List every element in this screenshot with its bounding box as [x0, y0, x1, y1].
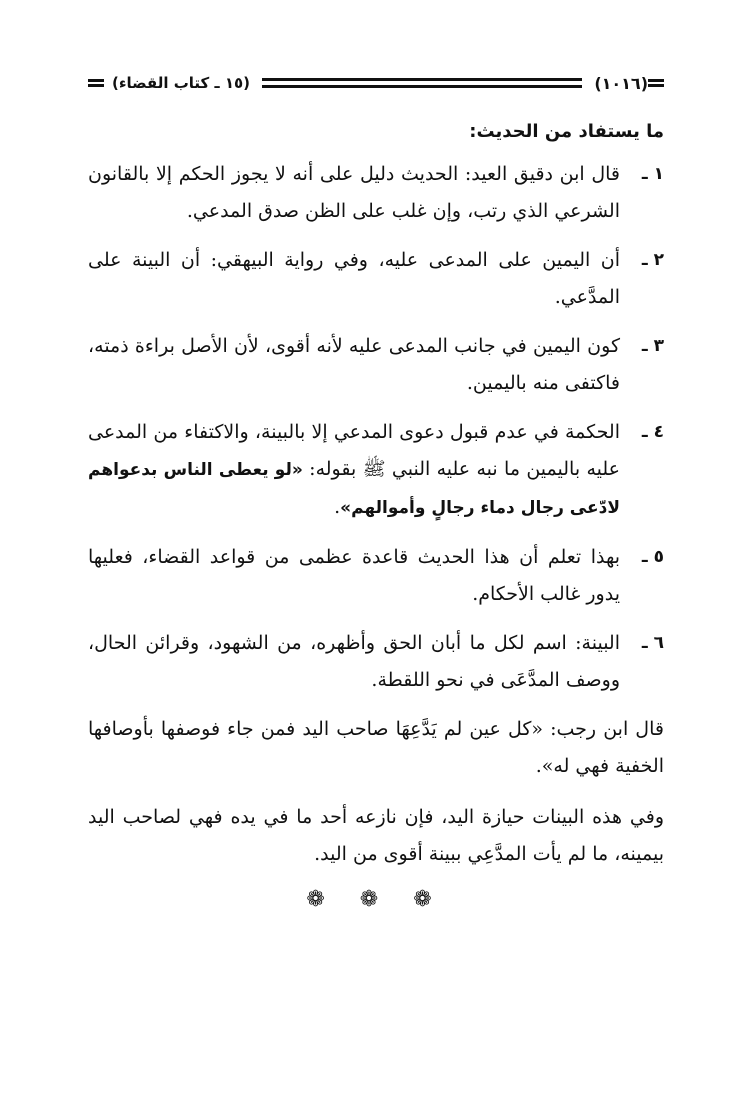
section-title: ما يستفاد من الحديث:: [469, 121, 664, 142]
list-item: [88, 156, 664, 230]
list-item: [88, 625, 664, 699]
item-number: ٤ ـ: [641, 422, 664, 442]
ornament-divider: ❁ ❁ ❁: [306, 887, 446, 912]
hadith-quote: «لو يعطى الناس بدعواهم لادّعى رجال دماء رجالٍ وأموالهم»: [88, 460, 620, 518]
item-text: بهذا تعلم أن هذا الحديث قاعدة عظمى من قواعد القضاء، فعليها يدور غالب الأحكام.: [88, 546, 620, 605]
page-number: (١٠١٦): [594, 73, 648, 93]
item-tail: .: [334, 496, 341, 518]
item-number: ٦ ـ: [641, 633, 664, 653]
paragraph: قال ابن رجب: «كل عين لم يَدَّعِهَا صاحب اليد فمن جاء فوصفها بأوصافها الخفية فهي له».: [88, 718, 664, 777]
header-mark-right: [648, 79, 664, 87]
item-number: ٢ ـ: [641, 250, 664, 270]
book-title: (١٥ ـ كتاب القضاء): [112, 74, 251, 92]
item-number: ١ ـ: [641, 164, 664, 184]
header-mark-left: [88, 79, 104, 87]
running-header: [88, 66, 664, 100]
item-text: كون اليمين في جانب المدعى عليه لأنه أقوى، لأن الأصل براءة ذمته، فاكتفى منه باليمين.: [88, 335, 620, 394]
list-item: [88, 539, 664, 613]
item-text: أن اليمين على المدعى عليه، وفي رواية البيهقي: أن البينة على المدَّعي.: [88, 249, 620, 308]
item-text: قال ابن دقيق العيد: الحديث دليل على أنه لا يجوز الحكم إلا بالقانون الشرعي الذي رتب، وإن غلب على الظن صدق المدعي.: [88, 163, 620, 222]
paragraph: وفي هذه البينات حيازة اليد، فإن نازعه أحد ما في يده فهي لصاحب اليد بيمينه، ما لم يأت المدَّعِي ببينة أقوى من اليد.: [88, 806, 664, 865]
list-item: [88, 242, 664, 316]
item-text: الحكمة في عدم قبول دعوى المدعي إلا بالبينة، والاكتفاء من المدعى عليه باليمين ما نبه عليه النبي ﷺ بقوله:: [88, 421, 620, 480]
list-item: [88, 328, 664, 402]
list-item: [88, 414, 664, 527]
item-number: ٥ ـ: [641, 547, 664, 567]
item-number: ٣ ـ: [641, 336, 664, 356]
item-text: البينة: اسم لكل ما أبان الحق وأظهره، من الشهود، وقرائن الحال، ووصف المدَّعَى في نحو اللقطة.: [88, 632, 620, 691]
page-content: [88, 118, 664, 912]
header-rule: [262, 78, 582, 88]
